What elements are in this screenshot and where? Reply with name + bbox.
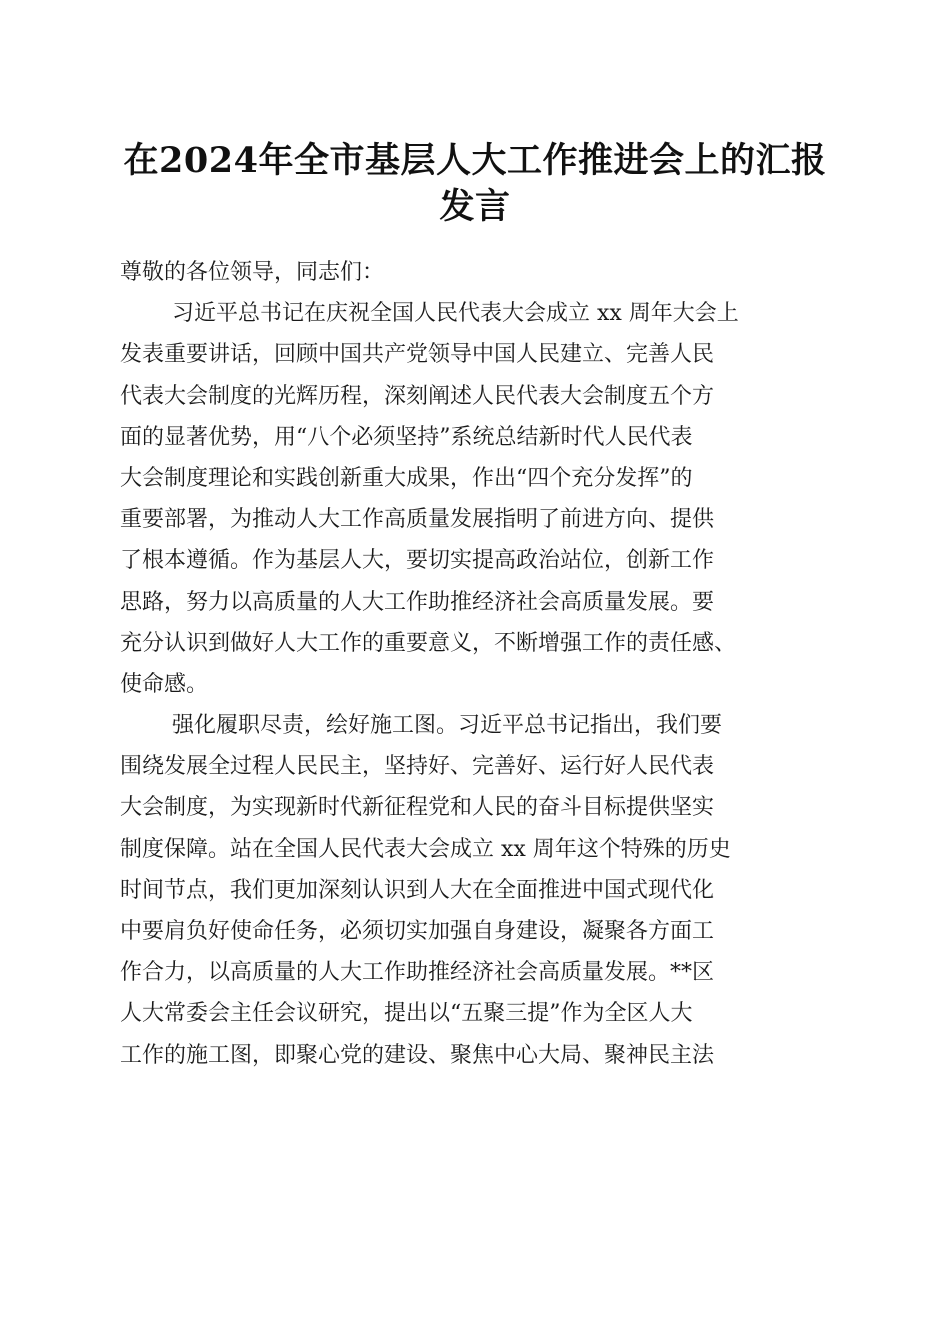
salutation: 尊敬的各位领导，同志们：: [120, 260, 385, 285]
paragraph-line: 了根本遵循。作为基层人大，要切实提高政治站位，创新工作: [120, 548, 715, 574]
paragraph-line: 人大常委会主任会议研究，提出以“五聚三提”作为全区人大: [120, 1001, 693, 1027]
paragraph-1: [120, 293, 840, 705]
paragraph-line: 重要部署，为推动人大工作高质量发展指明了前进方向、提供: [120, 507, 715, 533]
paragraph-line: 习近平总书记在庆祝全国人民代表大会成立 xx 周年大会上: [172, 301, 739, 327]
paragraph-line: 工作的施工图，即聚心党的建设、聚焦中心大局、聚神民主法: [120, 1042, 715, 1068]
paragraph-line: 面的显著优势，用“八个必须坚持”系统总结新时代人民代表: [120, 424, 693, 450]
paragraph-line: 大会制度，为实现新时代新征程党和人民的奋斗目标提供坚实: [120, 795, 715, 821]
paragraph-line: 围绕发展全过程人民民主，坚持好、完善好、运行好人民代表: [120, 754, 715, 780]
title-line-2: 发言: [439, 186, 511, 227]
document-title: [100, 138, 850, 230]
paragraph-line: 代表大会制度的光辉历程，深刻阐述人民代表大会制度五个方: [120, 383, 715, 409]
paragraph-line: 发表重要讲话，回顾中国共产党领导中国人民建立、完善人民: [120, 342, 715, 368]
paragraph-2: [120, 705, 840, 1076]
paragraph-line: 大会制度理论和实践创新重大成果，作出“四个充分发挥”的: [120, 465, 693, 491]
paragraph-line: 思路，努力以高质量的人大工作助推经济社会高质量发展。要: [120, 589, 715, 615]
paragraph-line: 作合力，以高质量的人大工作助推经济社会高质量发展。**区: [120, 960, 715, 986]
paragraph-line: 使命感。: [120, 671, 209, 697]
title-line-1: 在2024年全市基层人大工作推进会上的汇报: [123, 140, 827, 181]
paragraph-line: 制度保障。站在全国人民代表大会成立 xx 周年这个特殊的历史: [120, 836, 731, 862]
paragraph-line: 中要肩负好使命任务，必须切实加强自身建设，凝聚各方面工: [120, 919, 715, 944]
document-body: [120, 252, 840, 1076]
paragraph-line: 时间节点，我们更加深刻认识到人大在全面推进中国式现代化: [120, 877, 715, 903]
paragraph-line: 强化履职尽责，绘好施工图。习近平总书记指出，我们要: [172, 713, 723, 739]
paragraph-line: 充分认识到做好人大工作的重要意义，不断增强工作的责任感、: [120, 630, 737, 656]
